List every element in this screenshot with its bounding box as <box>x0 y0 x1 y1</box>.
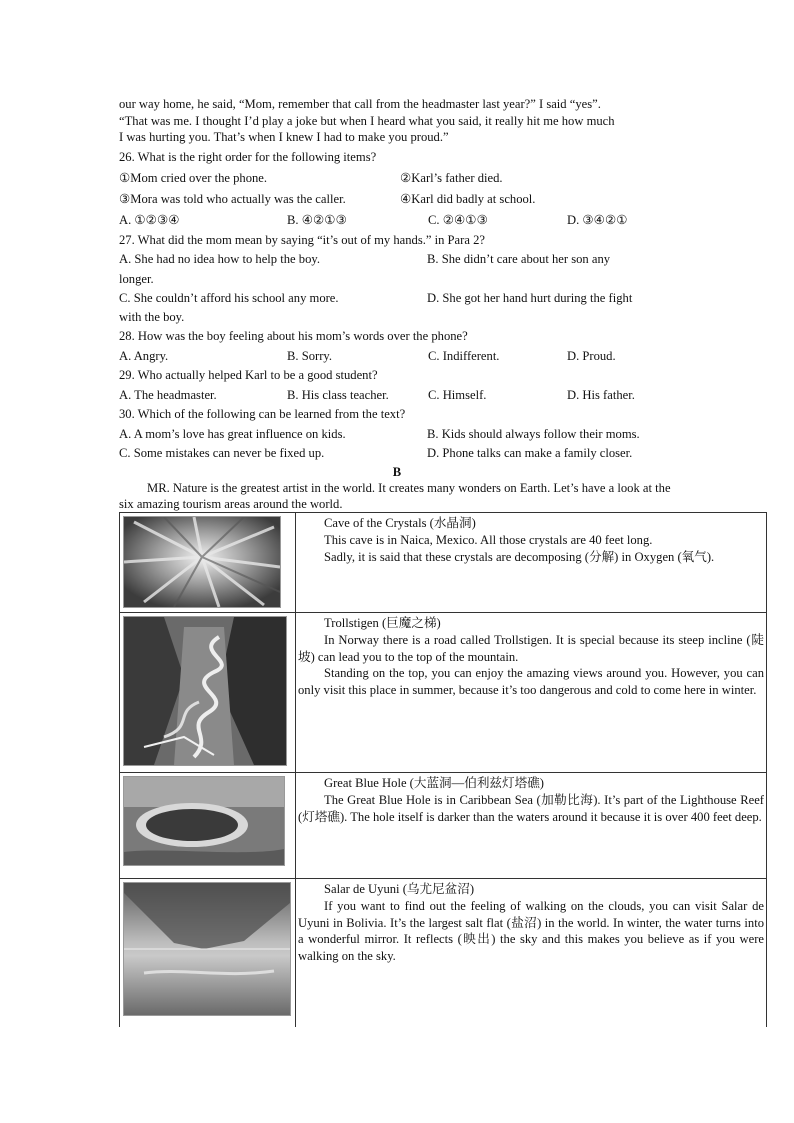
option-d[interactable]: D. ③④②① <box>567 212 628 227</box>
question-27-options <box>119 250 767 270</box>
attraction-text: This cave is in Naica, Mexico. All those crystals are 40 feet long. <box>324 532 653 547</box>
attraction-title: Trollstigen (巨魔之梯) <box>324 616 441 630</box>
trollstigen-photo <box>123 616 287 766</box>
option-b[interactable]: B. Kids should always follow their moms. <box>427 426 640 441</box>
option-a[interactable]: A. She had no idea how to help the boy. <box>119 252 320 266</box>
attraction-text: Sadly, it is said that these crystals are decomposing (分解) in Oxygen (氧气). <box>324 549 715 564</box>
passage-line: “That was me. I thought I’d play a joke but when I heard what you said, it really hit me how much <box>119 113 615 128</box>
option-c[interactable]: C. Some mistakes can never be fixed up. <box>119 446 325 460</box>
option-b[interactable]: B. She didn’t care about her son any <box>427 252 611 266</box>
option-c[interactable]: C. Indifferent. <box>428 348 500 363</box>
option-wrap: longer. <box>119 271 154 286</box>
question-28-stem: 28. How was the boy feeling about his mom’s words over the phone? <box>119 329 468 343</box>
option-wrap: with the boy. <box>119 310 185 324</box>
option-c[interactable]: C. Himself. <box>428 387 487 402</box>
description-cell <box>296 879 767 1027</box>
question-26-stem: 26. What is the right order for the following items? <box>119 149 377 164</box>
q26-item-1: ①Mom cried over the phone. <box>119 170 268 185</box>
table-row <box>120 773 767 879</box>
attractions-table <box>119 512 767 1027</box>
attraction-title: Great Blue Hole (大蓝洞—伯利兹灯塔礁) <box>324 776 545 790</box>
description-cell <box>296 513 767 613</box>
passage-line: our way home, he said, “Mom, remember that call from the headmaster last year?” I said “yes”. <box>119 97 601 111</box>
q26-item-4: ④Karl did badly at school. <box>400 191 536 206</box>
q26-item-3: ③Mora was told who actually was the caller. <box>119 191 346 206</box>
option-d[interactable]: D. His father. <box>567 387 635 402</box>
salt-flat-photo <box>123 882 291 1016</box>
option-a[interactable]: A. Angry. <box>119 348 169 363</box>
option-a[interactable]: A. The headmaster. <box>119 387 217 402</box>
table-row <box>120 613 767 773</box>
option-c[interactable]: C. ②④①③ <box>428 212 488 227</box>
option-b[interactable]: B. His class teacher. <box>287 387 389 402</box>
question-29-stem: 29. Who actually helped Karl to be a good student? <box>119 368 378 382</box>
option-b[interactable]: B. Sorry. <box>287 348 333 363</box>
attraction-text: The Great Blue Hole is in Caribbean Sea (加勒比海). It’s part of the Lighthouse Reef (灯塔礁). The hole itself is darker than the waters around it because it is over 400 feet deep. <box>298 792 764 824</box>
q26-item-2: ②Karl’s father died. <box>400 170 503 185</box>
option-d[interactable]: D. Phone talks can make a family closer. <box>427 446 633 460</box>
description-cell <box>296 773 767 879</box>
table-row <box>120 879 767 1027</box>
attraction-text: In Norway there is a road called Trollstigen. It is special because its steep incline (陡坡) can lead you to the top of the mountain. <box>298 632 764 664</box>
blue-hole-photo <box>123 776 285 866</box>
option-c[interactable]: C. She couldn’t afford his school any more. <box>119 290 339 305</box>
option-a[interactable]: A. ①②③④ <box>119 212 180 227</box>
question-28-options <box>119 347 767 367</box>
attraction-title: Cave of the Crystals (水晶洞) <box>324 516 476 530</box>
photo-cell <box>120 613 296 773</box>
question-27-stem: 27. What did the mom mean by saying “it’s out of my hands.” in Para 2? <box>119 232 485 247</box>
attraction-title: Salar de Uyuni (乌尤尼盆沼) <box>324 882 475 896</box>
option-b[interactable]: B. ④②①③ <box>287 212 347 227</box>
question-26-options <box>119 210 767 231</box>
question-29-options <box>119 386 767 406</box>
section-intro: MR. Nature is the greatest artist in the world. It creates many wonders on Earth. Let’s have a look at the six amazing tourism areas around the world. <box>119 480 671 511</box>
attraction-text: Standing on the top, you can enjoy the amazing views around you. However, you can only visit this place in summer, because it’s too dangerous and cold to come here in winter. <box>298 666 764 698</box>
question-30-stem: 30. Which of the following can be learned from the text? <box>119 407 406 421</box>
exam-page <box>119 96 767 513</box>
passage-line: I was hurting you. That’s when I knew I had to make you proud.” <box>119 130 449 144</box>
section-heading: B <box>392 464 402 479</box>
option-d[interactable]: D. She got her hand hurt during the fight <box>427 290 633 305</box>
description-cell <box>296 613 767 773</box>
question-26-items-row <box>119 189 767 210</box>
question-26-items-row <box>119 167 767 189</box>
photo-cell <box>120 513 296 613</box>
question-30-options <box>119 444 767 464</box>
question-30-options <box>119 425 767 445</box>
attraction-text: If you want to find out the feeling of walking on the clouds, you can visit Salar de Uyuni in Bolivia. It’s the largest salt flat (盐沼) in the world. In winter, the water turns into a wonderful mirror. It reflects (映出) the sky and this makes you believe as if you were walking on the sky. <box>298 898 764 964</box>
table-row <box>120 513 767 613</box>
question-27-options <box>119 289 767 309</box>
option-a[interactable]: A. A mom’s love has great influence on kids. <box>119 426 346 441</box>
photo-cell <box>120 773 296 879</box>
crystal-cave-photo <box>123 516 281 608</box>
photo-cell <box>120 879 296 1027</box>
option-d[interactable]: D. Proud. <box>567 348 616 363</box>
